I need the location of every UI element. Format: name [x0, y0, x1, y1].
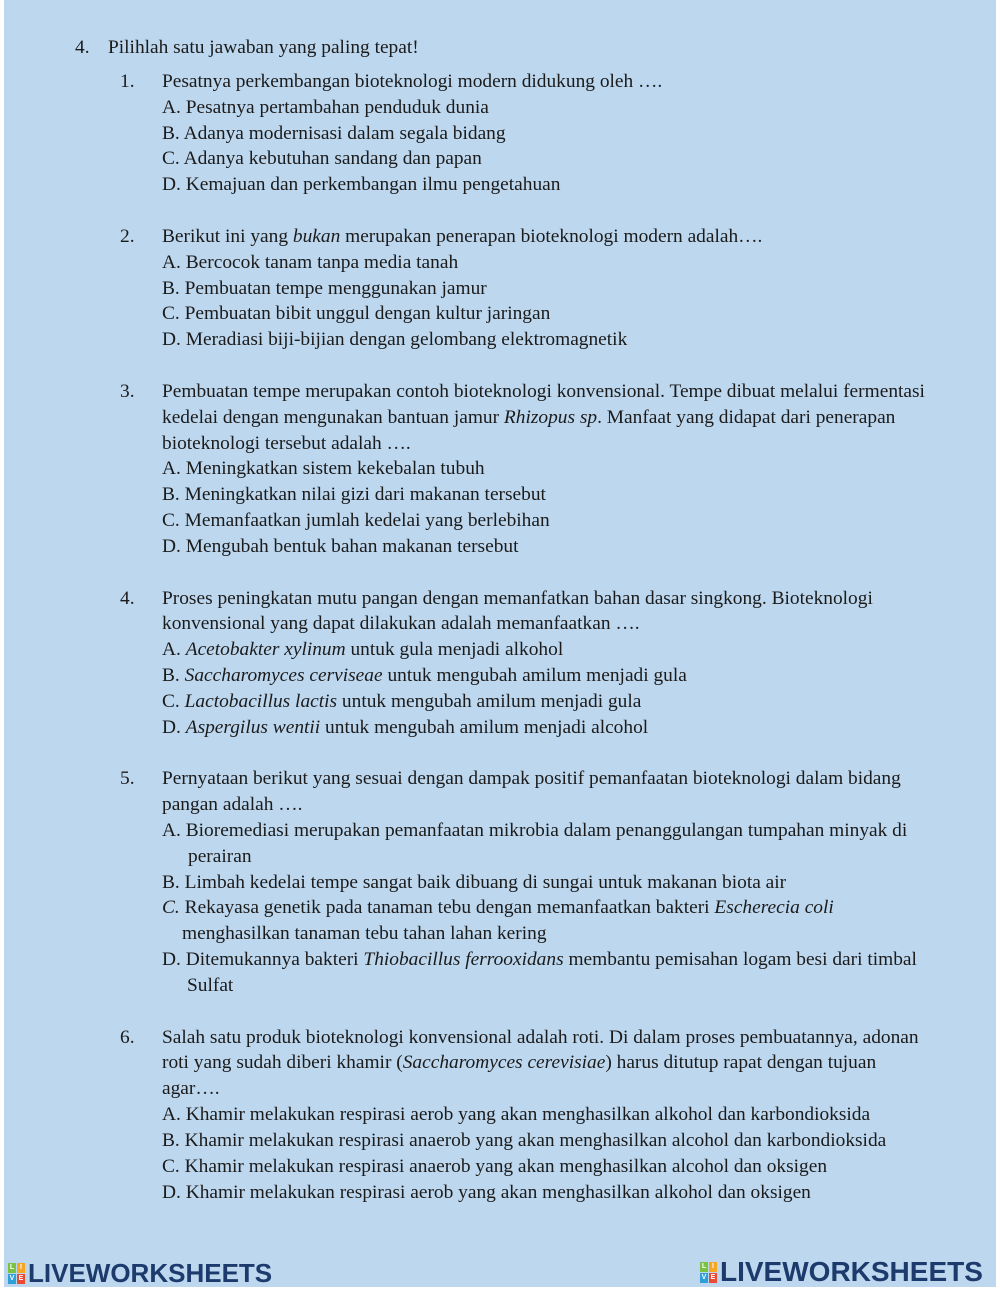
option-a[interactable]: [162, 95, 992, 121]
scientific-name: Acetobakter xylinum: [185, 639, 346, 661]
question-stem-line: Pembuatan tempe merupakan contoh bioteknologi konvensional. Tempe dibuat melalui fermentasi: [162, 380, 925, 402]
scientific-name: Saccharomyces cerviseae: [184, 665, 383, 687]
option-text: membantu pemisahan logam besi dari timbal: [563, 949, 917, 971]
logo-tile: L: [701, 1262, 707, 1270]
question-stem-line: [162, 405, 992, 431]
option-d[interactable]: [162, 1180, 992, 1206]
stem-text: kedelai dengan mengunakan bantuan jamur: [162, 406, 504, 428]
option-b[interactable]: [162, 482, 992, 508]
option-text: Bioremediasi merupakan pemanfaatan mikrobia dalam penanggulangan tumpahan minyak di: [185, 820, 908, 841]
option-text: Ditemukannya bakteri: [185, 949, 364, 971]
option-text: Mengubah bentuk bahan makanan tersebut: [185, 535, 519, 557]
option-text: Memanfaatkan jumlah kedelai yang berlebihan: [184, 510, 550, 532]
scientific-name: Aspergilus wentii: [185, 716, 321, 738]
option-d[interactable]: [162, 172, 992, 198]
logo-tile: E: [18, 1274, 24, 1282]
option-letter: C.: [162, 148, 180, 170]
option-text: Kemajuan dan perkembangan ilmu pengetahuan: [185, 174, 561, 196]
option-a[interactable]: [162, 637, 992, 663]
option-letter: C.: [162, 690, 180, 712]
option-text: untuk mengubah amilum menjadi gula: [382, 665, 687, 687]
question-stem-line: [162, 224, 992, 250]
emphasis-text: bukan: [292, 225, 341, 247]
option-b[interactable]: [162, 870, 992, 896]
option-letter: B.: [162, 277, 180, 299]
worksheet-content: [0, 35, 1000, 1205]
question-stem-line: Pernyataan berikut yang sesuai dengan dampak positif pemanfaatan bioteknologi dalam bidang: [162, 768, 901, 790]
option-letter: C.: [162, 1155, 180, 1177]
option-letter: C.: [162, 303, 180, 325]
question-stem-line: pangan adalah ….: [162, 794, 303, 816]
option-letter: A.: [162, 96, 181, 118]
option-text: Pembuatan tempe menggunakan jamur: [184, 277, 487, 299]
section-number: 4.: [75, 37, 90, 58]
scientific-name: Escherecia coli: [714, 897, 834, 919]
option-letter: B.: [162, 665, 180, 687]
question-2: [0, 224, 1000, 353]
option-letter: D.: [162, 1181, 181, 1203]
scientific-name: Rhizopus sp: [503, 406, 598, 428]
question-body: [162, 586, 992, 741]
option-letter: B.: [162, 122, 180, 144]
option-text: Khamir melakukan respirasi aerob yang akan menghasilkan alkohol dan karbondioksida: [185, 1104, 871, 1126]
option-line: [162, 973, 992, 999]
option-text: Bercocok tanam tanpa media tanah: [185, 251, 459, 273]
option-letter: D.: [162, 535, 181, 557]
liveworksheets-logo-icon: [8, 1263, 25, 1284]
stem-text: . Manfaat yang didapat dari penerapan: [597, 406, 896, 428]
question-number: 1.: [120, 70, 135, 92]
option-b[interactable]: [162, 663, 992, 689]
question-stem-line: [162, 1050, 992, 1076]
question-body: [162, 69, 992, 198]
option-line: [162, 921, 992, 947]
option-letter: A.: [162, 820, 181, 841]
logo-tile: V: [701, 1273, 707, 1281]
option-a[interactable]: [162, 456, 992, 482]
question-number: 4.: [120, 587, 135, 609]
option-text: perairan: [188, 845, 252, 867]
option-letter: A.: [162, 458, 181, 480]
option-d[interactable]: [162, 327, 992, 353]
option-text: untuk gula menjadi alkohol: [345, 639, 564, 661]
option-text: menghasilkan tanaman tebu tahan lahan kering: [182, 923, 547, 945]
option-text: Meningkatkan nilai gizi dari makanan tersebut: [184, 484, 546, 506]
stem-text: ) harus ditutup rapat dengan tujuan: [605, 1052, 877, 1074]
option-text: untuk mengubah amilum menjadi gula: [337, 690, 642, 712]
option-letter: A.: [162, 639, 181, 661]
logo-wordmark: LIVEWORKSHEETS: [720, 1256, 983, 1287]
logo-tile: V: [9, 1274, 15, 1282]
question-stem-line: Pesatnya perkembangan bioteknologi modern didukung oleh ….: [162, 70, 663, 92]
scientific-name: Lactobacillus lactis: [184, 690, 338, 712]
option-c[interactable]: [162, 1154, 992, 1180]
question-1: [0, 69, 1000, 198]
question-stem-line: agar….: [162, 1078, 220, 1100]
option-text: Pembuatan bibit unggul dengan kultur jaringan: [184, 303, 551, 325]
option-line: [162, 947, 992, 973]
option-c[interactable]: [162, 508, 992, 534]
option-letter: D.: [162, 174, 181, 196]
scientific-name: Thiobacillus ferrooxidans: [363, 949, 564, 971]
option-b[interactable]: [162, 1128, 992, 1154]
option-text: Khamir melakukan respirasi anaerob yang akan menghasilkan alcohol dan oksigen: [184, 1155, 828, 1177]
logo-tile: E: [710, 1273, 716, 1281]
question-body: [162, 1025, 992, 1206]
option-line: [162, 818, 992, 844]
liveworksheets-logo-icon: [700, 1262, 717, 1283]
question-body: [162, 379, 992, 560]
option-text: Khamir melakukan respirasi anaerob yang akan menghasilkan alcohol dan karbondioksida: [184, 1129, 887, 1151]
option-text: Adanya kebutuhan sandang dan papan: [183, 148, 482, 170]
option-a[interactable]: [162, 818, 992, 870]
option-letter: B.: [162, 484, 180, 506]
logo-tile: I: [709, 1262, 717, 1272]
question-stem-line: konvensional yang dapat dilakukan adalah memanfaatkan ….: [162, 613, 640, 635]
question-number: 3.: [120, 380, 135, 402]
logo-wordmark: LIVEWORKSHEETS: [28, 1258, 273, 1288]
stem-text: roti yang sudah diberi khamir (: [162, 1052, 403, 1074]
option-text: Khamir melakukan respirasi aerob yang akan menghasilkan alkohol dan oksigen: [185, 1181, 811, 1203]
option-text: Pesatnya pertambahan penduduk dunia: [185, 96, 489, 118]
logo-tile: I: [17, 1263, 25, 1273]
option-a[interactable]: [162, 1102, 992, 1128]
question-6: [0, 1025, 1000, 1206]
option-text: Rekayasa genetik pada tanaman tebu dengan memanfaatkan bakteri: [184, 897, 715, 919]
section-header: [0, 35, 1000, 61]
question-3: [0, 379, 1000, 560]
option-d[interactable]: [162, 715, 992, 741]
scientific-name: Saccharomyces cerevisiae: [402, 1052, 606, 1074]
liveworksheets-logo-right: [700, 1258, 983, 1286]
option-letter: C.: [162, 897, 180, 919]
logo-tile: L: [9, 1263, 15, 1271]
option-c[interactable]: [162, 146, 992, 172]
option-c[interactable]: [162, 301, 992, 327]
option-line: [162, 844, 992, 870]
question-number: 2.: [120, 225, 135, 247]
option-letter: C.: [162, 510, 180, 532]
stem-text: merupakan penerapan bioteknologi modern adalah….: [340, 225, 763, 247]
option-text: Meradiasi biji-bijian dengan gelombang elektromagnetik: [185, 329, 628, 351]
option-b[interactable]: [162, 121, 992, 147]
option-c[interactable]: [162, 689, 992, 715]
question-stem-line: Proses peningkatan mutu pangan dengan memanfatkan bahan dasar singkong. Bioteknologi: [162, 587, 873, 609]
option-b[interactable]: [162, 276, 992, 302]
question-5: [0, 766, 1000, 998]
option-letter: D.: [162, 716, 181, 738]
option-letter: D.: [162, 949, 181, 971]
option-text: untuk mengubah amilum menjadi alcohol: [320, 716, 649, 738]
option-line: [162, 895, 992, 921]
stem-text: Berikut ini yang: [162, 225, 293, 247]
question-stem-line: Salah satu produk bioteknologi konvensional adalah roti. Di dalam proses pembuatannya, adonan: [162, 1026, 919, 1048]
section-instruction: Pilihlah satu jawaban yang paling tepat!: [108, 37, 419, 58]
question-body: [162, 224, 992, 353]
option-a[interactable]: [162, 250, 992, 276]
option-letter: B.: [162, 1129, 180, 1151]
question-4: [0, 586, 1000, 741]
option-text: Sulfat: [187, 974, 234, 996]
question-stem-line: bioteknologi tersebut adalah ….: [162, 432, 411, 454]
liveworksheets-logo-left: [8, 1260, 272, 1286]
option-text: Meningkatkan sistem kekebalan tubuh: [185, 458, 485, 480]
option-letter: B.: [162, 871, 180, 893]
question-number: 5.: [120, 768, 135, 790]
option-text: Adanya modernisasi dalam segala bidang: [183, 122, 506, 144]
option-letter: A.: [162, 1104, 181, 1126]
question-body: [162, 766, 992, 998]
option-text: Limbah kedelai tempe sangat baik dibuang di sungai untuk makanan biota air: [184, 871, 787, 893]
option-c[interactable]: [162, 895, 992, 947]
option-letter: D.: [162, 329, 181, 351]
question-number: 6.: [120, 1026, 135, 1048]
option-d[interactable]: [162, 534, 992, 560]
option-d[interactable]: [162, 947, 992, 999]
option-letter: A.: [162, 251, 181, 273]
